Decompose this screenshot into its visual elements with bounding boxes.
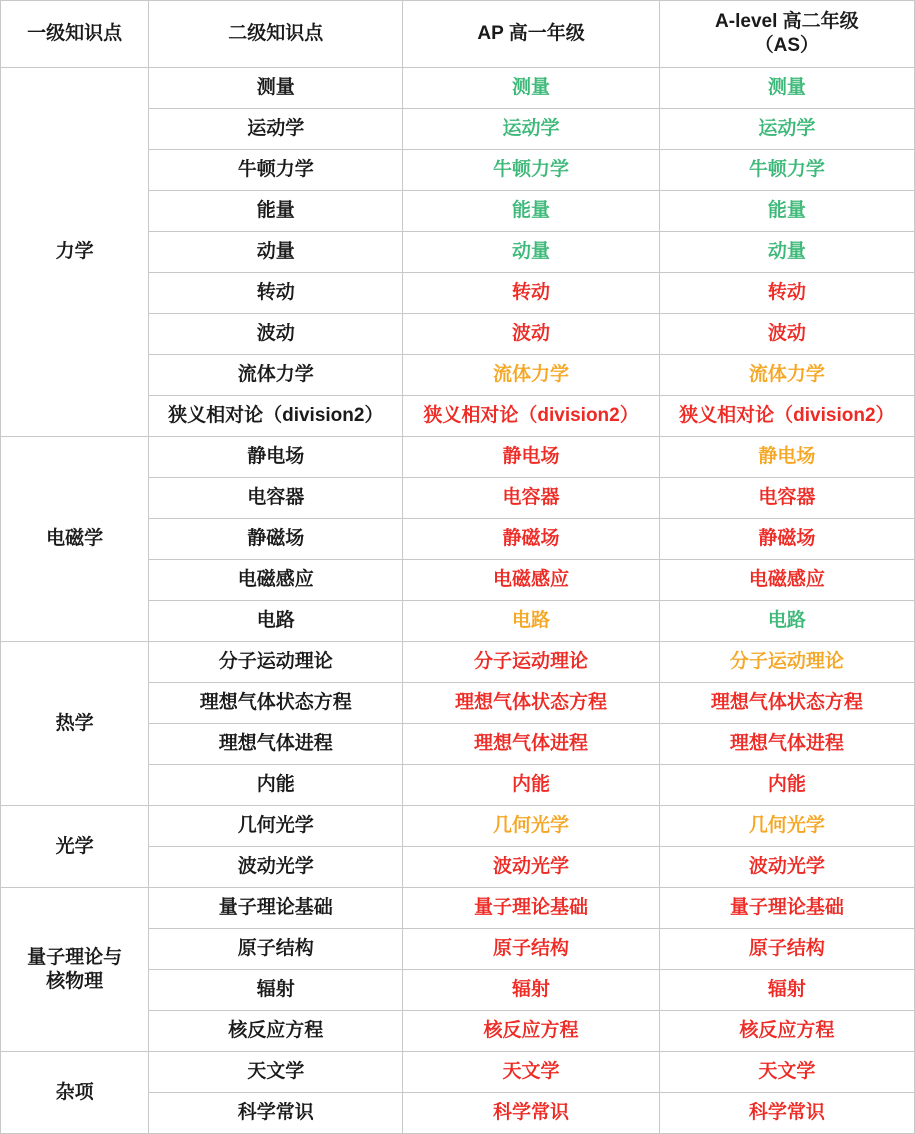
alevel-cell: 波动光学 bbox=[659, 847, 914, 888]
category-cell bbox=[1, 888, 149, 1052]
alevel-cell: 转动 bbox=[659, 273, 914, 314]
ap-cell: 科学常识 bbox=[403, 1093, 659, 1134]
subtopic-cell: 波动 bbox=[149, 314, 403, 355]
ap-cell: 内能 bbox=[403, 765, 659, 806]
subtopic-cell: 狭义相对论（division2） bbox=[149, 396, 403, 437]
ap-cell: 波动 bbox=[403, 314, 659, 355]
ap-cell: 转动 bbox=[403, 273, 659, 314]
alevel-cell: 科学常识 bbox=[659, 1093, 914, 1134]
subtopic-cell: 几何光学 bbox=[149, 806, 403, 847]
table-row bbox=[1, 437, 915, 478]
subtopic-cell: 分子运动理论 bbox=[149, 642, 403, 683]
table-header-row bbox=[1, 1, 915, 68]
ap-cell: 天文学 bbox=[403, 1052, 659, 1093]
table-body bbox=[1, 68, 915, 1134]
ap-cell: 波动光学 bbox=[403, 847, 659, 888]
alevel-cell: 波动 bbox=[659, 314, 914, 355]
subtopic-cell: 运动学 bbox=[149, 109, 403, 150]
subtopic-cell: 测量 bbox=[149, 68, 403, 109]
alevel-cell: 运动学 bbox=[659, 109, 914, 150]
subtopic-cell: 电磁感应 bbox=[149, 560, 403, 601]
alevel-cell: 核反应方程 bbox=[659, 1011, 914, 1052]
alevel-cell: 原子结构 bbox=[659, 929, 914, 970]
alevel-cell: 动量 bbox=[659, 232, 914, 273]
ap-cell: 理想气体进程 bbox=[403, 724, 659, 765]
ap-cell: 电路 bbox=[403, 601, 659, 642]
category-cell: 光学 bbox=[1, 806, 149, 888]
alevel-cell: 能量 bbox=[659, 191, 914, 232]
subtopic-cell: 静电场 bbox=[149, 437, 403, 478]
category-label-line2: 核物理 bbox=[46, 970, 104, 992]
header-alevel-line1: A-level 高二年级 bbox=[715, 11, 859, 33]
alevel-cell: 流体力学 bbox=[659, 355, 914, 396]
subtopic-cell: 静磁场 bbox=[149, 519, 403, 560]
alevel-cell: 几何光学 bbox=[659, 806, 914, 847]
category-cell: 热学 bbox=[1, 642, 149, 806]
table-row bbox=[1, 68, 915, 109]
alevel-cell: 测量 bbox=[659, 68, 914, 109]
table-row bbox=[1, 806, 915, 847]
subtopic-cell: 波动光学 bbox=[149, 847, 403, 888]
ap-cell: 几何光学 bbox=[403, 806, 659, 847]
ap-cell: 电容器 bbox=[403, 478, 659, 519]
ap-cell: 辐射 bbox=[403, 970, 659, 1011]
header-level1: 一级知识点 bbox=[1, 1, 149, 68]
subtopic-cell: 理想气体状态方程 bbox=[149, 683, 403, 724]
header-alevel bbox=[659, 1, 914, 68]
alevel-cell: 理想气体进程 bbox=[659, 724, 914, 765]
subtopic-cell: 量子理论基础 bbox=[149, 888, 403, 929]
alevel-cell: 电路 bbox=[659, 601, 914, 642]
subtopic-cell: 动量 bbox=[149, 232, 403, 273]
alevel-cell: 量子理论基础 bbox=[659, 888, 914, 929]
subtopic-cell: 原子结构 bbox=[149, 929, 403, 970]
alevel-cell: 牛顿力学 bbox=[659, 150, 914, 191]
alevel-cell: 理想气体状态方程 bbox=[659, 683, 914, 724]
alevel-cell: 静磁场 bbox=[659, 519, 914, 560]
ap-cell: 流体力学 bbox=[403, 355, 659, 396]
ap-cell: 静磁场 bbox=[403, 519, 659, 560]
ap-cell: 原子结构 bbox=[403, 929, 659, 970]
table-row bbox=[1, 888, 915, 929]
ap-cell: 量子理论基础 bbox=[403, 888, 659, 929]
subtopic-cell: 转动 bbox=[149, 273, 403, 314]
header-ap: AP 高一年级 bbox=[403, 1, 659, 68]
header-alevel-line2: （AS） bbox=[754, 35, 820, 56]
category-cell: 电磁学 bbox=[1, 437, 149, 642]
subtopic-cell: 电路 bbox=[149, 601, 403, 642]
subtopic-cell: 内能 bbox=[149, 765, 403, 806]
category-cell: 力学 bbox=[1, 68, 149, 437]
subtopic-cell: 核反应方程 bbox=[149, 1011, 403, 1052]
ap-cell: 能量 bbox=[403, 191, 659, 232]
subtopic-cell: 天文学 bbox=[149, 1052, 403, 1093]
subtopic-cell: 能量 bbox=[149, 191, 403, 232]
alevel-cell: 电容器 bbox=[659, 478, 914, 519]
subtopic-cell: 牛顿力学 bbox=[149, 150, 403, 191]
subtopic-cell: 理想气体进程 bbox=[149, 724, 403, 765]
subtopic-cell: 电容器 bbox=[149, 478, 403, 519]
table-row bbox=[1, 1052, 915, 1093]
ap-cell: 静电场 bbox=[403, 437, 659, 478]
ap-cell: 牛顿力学 bbox=[403, 150, 659, 191]
ap-cell: 电磁感应 bbox=[403, 560, 659, 601]
alevel-cell: 静电场 bbox=[659, 437, 914, 478]
category-cell: 杂项 bbox=[1, 1052, 149, 1134]
ap-cell: 核反应方程 bbox=[403, 1011, 659, 1052]
ap-cell: 分子运动理论 bbox=[403, 642, 659, 683]
ap-cell: 测量 bbox=[403, 68, 659, 109]
header-level2: 二级知识点 bbox=[149, 1, 403, 68]
ap-cell: 理想气体状态方程 bbox=[403, 683, 659, 724]
alevel-cell: 分子运动理论 bbox=[659, 642, 914, 683]
ap-cell: 运动学 bbox=[403, 109, 659, 150]
table-row bbox=[1, 642, 915, 683]
subtopic-cell: 科学常识 bbox=[149, 1093, 403, 1134]
subtopic-cell: 辐射 bbox=[149, 970, 403, 1011]
ap-cell: 动量 bbox=[403, 232, 659, 273]
subtopic-cell: 流体力学 bbox=[149, 355, 403, 396]
alevel-cell: 狭义相对论（division2） bbox=[659, 396, 914, 437]
alevel-cell: 内能 bbox=[659, 765, 914, 806]
category-label-line1: 量子理论与 bbox=[27, 946, 123, 968]
alevel-cell: 电磁感应 bbox=[659, 560, 914, 601]
ap-cell: 狭义相对论（division2） bbox=[403, 396, 659, 437]
alevel-cell: 天文学 bbox=[659, 1052, 914, 1093]
alevel-cell: 辐射 bbox=[659, 970, 914, 1011]
